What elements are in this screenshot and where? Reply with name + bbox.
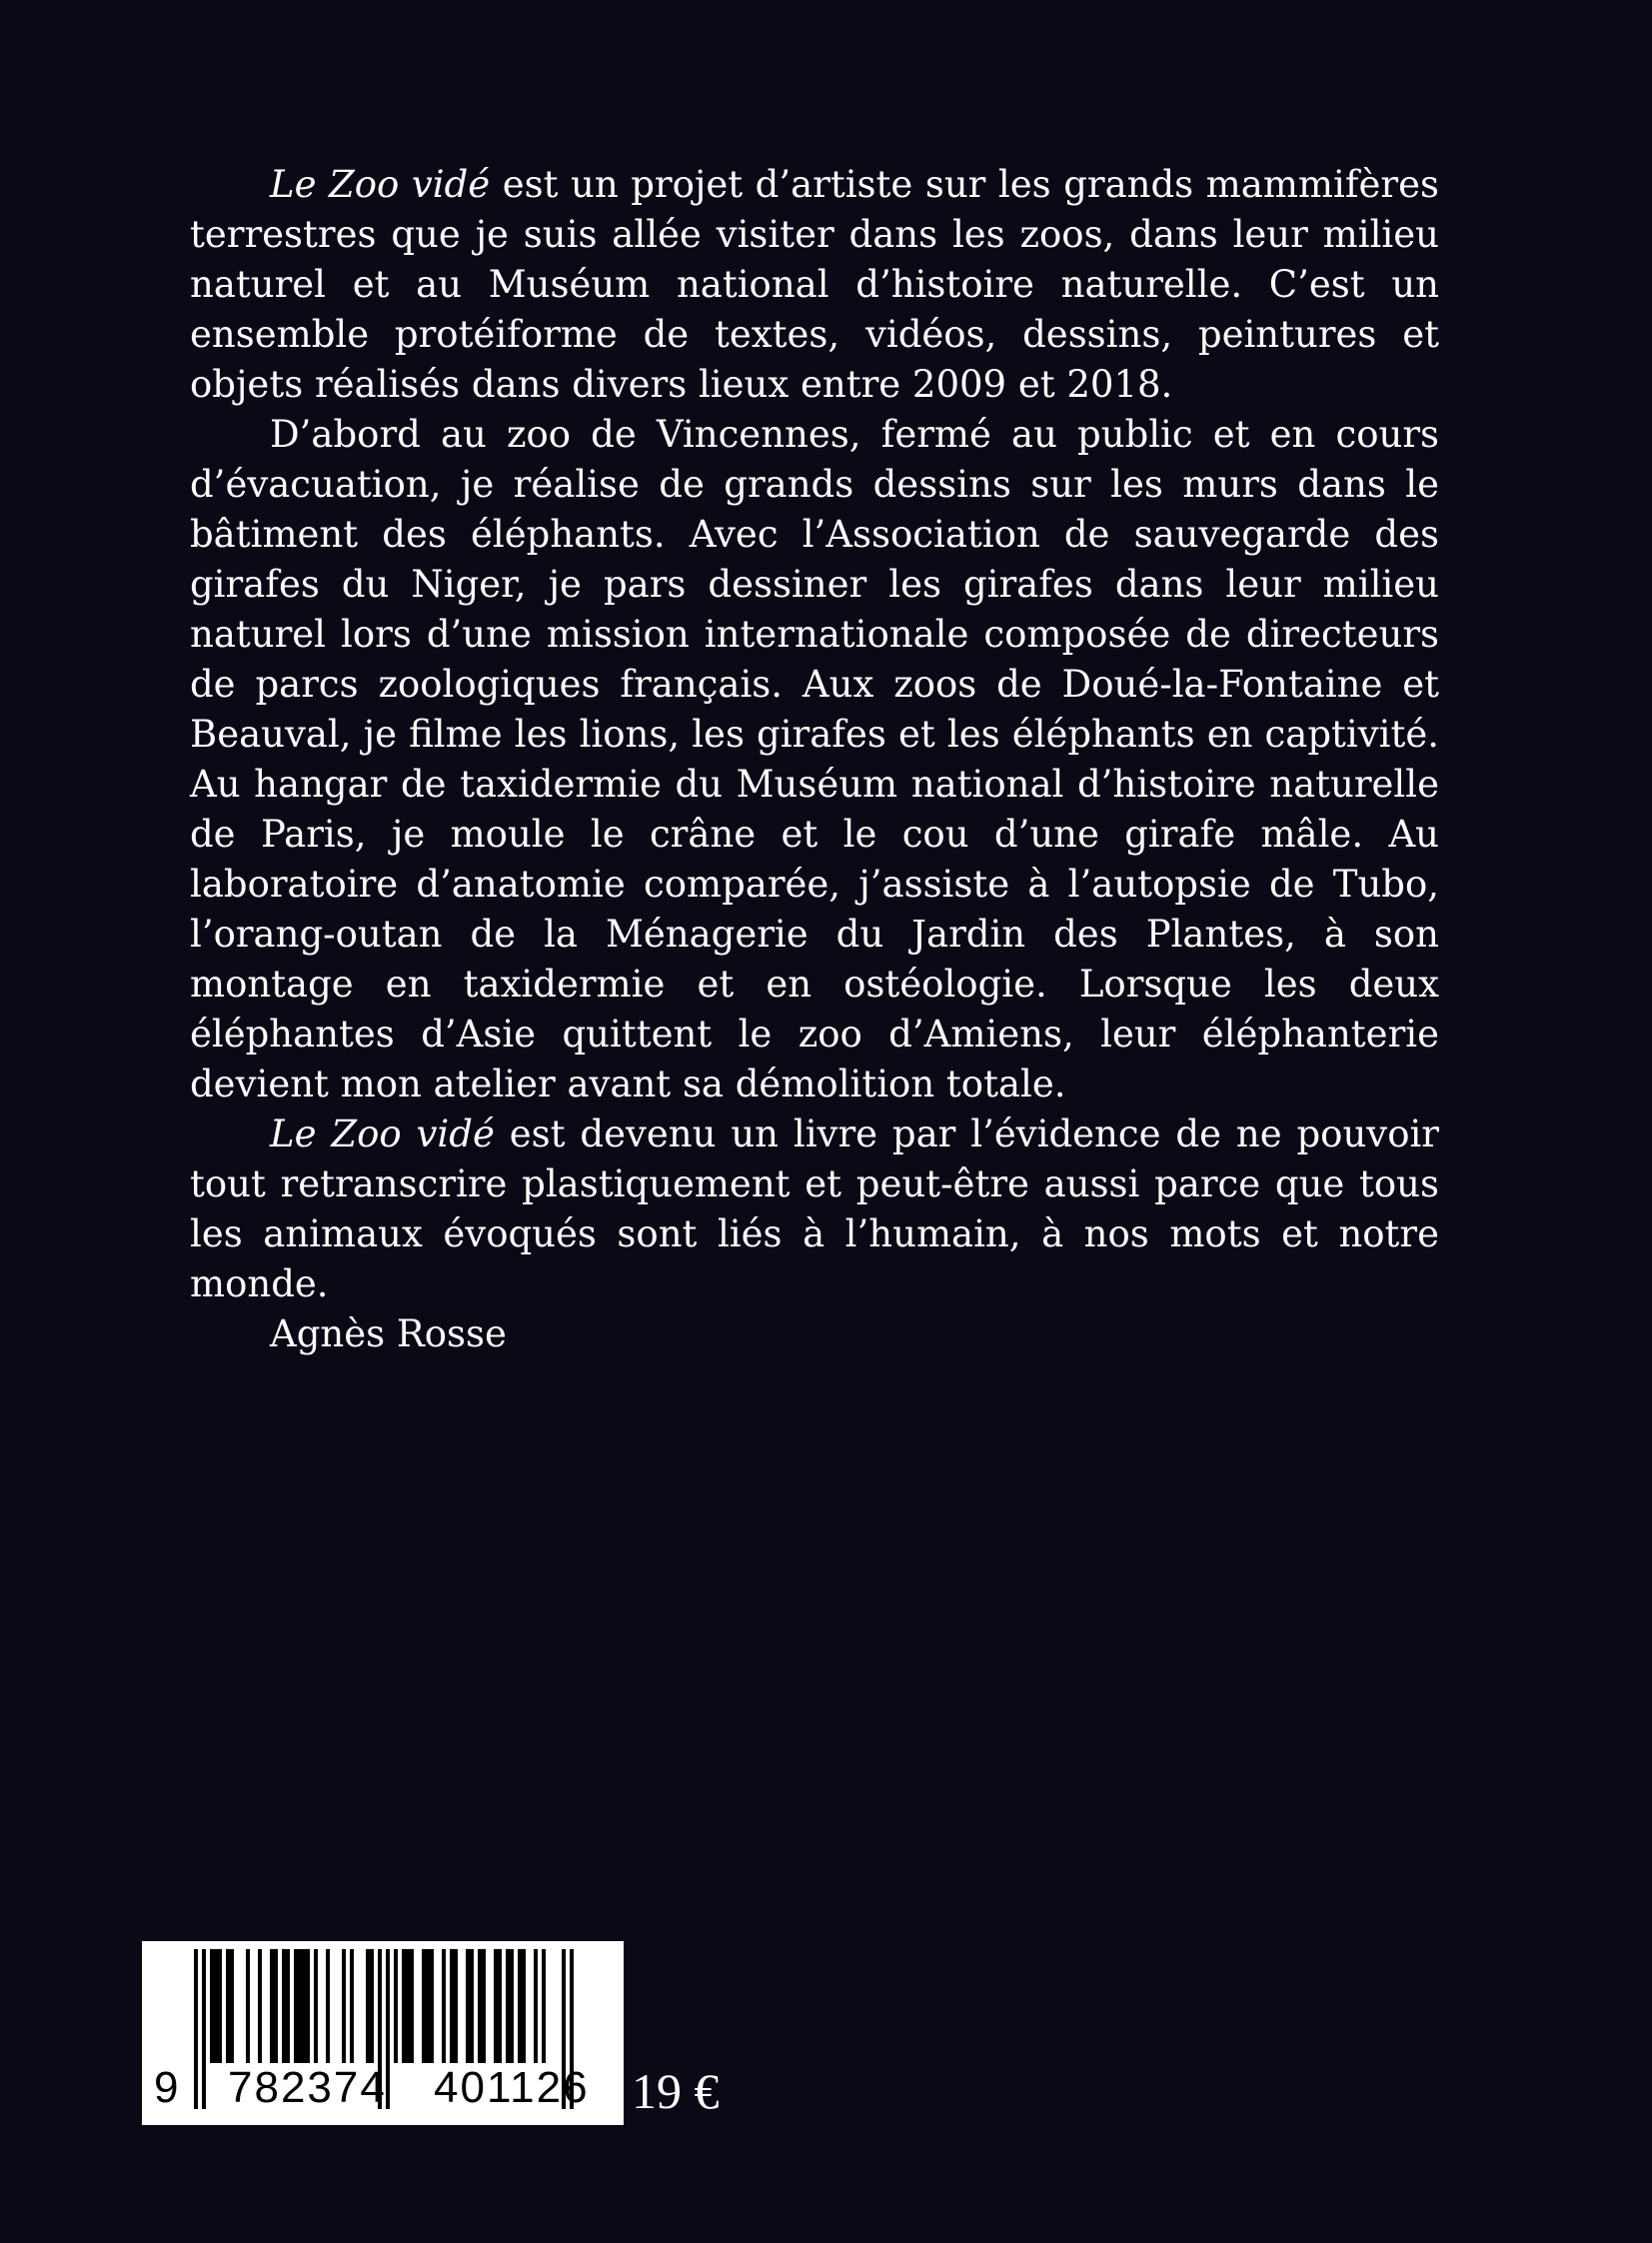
barcode-bar <box>226 1949 230 2063</box>
barcode-bar <box>430 1949 434 2063</box>
paragraph-2: D’abord au zoo de Vincennes, fermé au public et en cours d’évacuation, je réalise de grands dessins sur les murs dans le bâtiment des éléphants. Avec l’Association de sauvegarde des girafes du Niger, je pars dessiner les girafes dans leur milieu naturel lors d’une mission internationale composée de directeurs de parcs zoologiques français. Aux zoos de Doué-la-Fontaine et Beauval, je filme les lions, les girafes et les éléphants en captivité. Au hangar de taxidermie du Muséum national d’histoire naturelle de Paris, je moule le crâne et le cou d’une girafe mâle. Au laboratoire d’anatomie comparée, j’assiste à l’autopsie de Tubo, l’orang-outan de la Ménagerie du Jardin des Plantes, à son montage en taxidermie et en ostéologie. Lorsque les deux éléphantes d’Asie quittent le zoo d’Amiens, leur éléphanterie devient mon atelier avant sa démolition totale. <box>190 413 1439 1106</box>
barcode-bar <box>410 1949 414 2063</box>
barcode-bar <box>394 1949 398 2063</box>
book-title-italic: Le Zoo vidé <box>270 1113 495 1155</box>
barcode-bar <box>298 1949 302 2063</box>
barcode-bar <box>258 1949 262 2063</box>
paragraph-1 <box>190 160 1439 410</box>
barcode-bar <box>454 1949 458 2063</box>
book-title-italic: Le Zoo vidé <box>270 163 491 206</box>
isbn-barcode <box>142 1941 624 2125</box>
barcode-bar <box>366 1949 370 2063</box>
paragraph-1-text: est un projet d’artiste sur les grands mammifères terrestres que je suis allée visiter dans les zoos, dans leur milieu naturel et au Muséum national d’histoire naturelle. C’est un ensemble protéiforme de textes, vidéos, dessins, peintures et objets réalisés dans divers lieux entre 2009 et 2018. <box>190 163 1439 406</box>
barcode-bar <box>230 1949 234 2063</box>
barcode-digits <box>142 2063 624 2113</box>
barcode-bar <box>342 1949 346 2063</box>
paragraph-3 <box>190 1110 1439 1309</box>
barcode-digit-first: 9 <box>154 2063 179 2112</box>
barcode-bar <box>218 1949 222 2063</box>
barcode-bar <box>282 1949 286 2063</box>
barcode-bar <box>246 1949 250 2063</box>
barcode-bar <box>442 1949 446 2063</box>
barcode-bar <box>478 1949 482 2063</box>
barcode-bar <box>422 1949 426 2063</box>
barcode-bar <box>210 1949 214 2063</box>
barcode-bar <box>466 1949 470 2063</box>
barcode-digits-right: 401126 <box>434 2063 590 2112</box>
barcode-bar <box>326 1949 330 2063</box>
back-cover-text <box>190 160 1439 1359</box>
barcode-digits-left: 782374 <box>228 2063 387 2112</box>
barcode-bar <box>482 1949 486 2063</box>
barcode-bar <box>402 1949 406 2063</box>
barcode-bar <box>270 1949 274 2063</box>
barcode-bar <box>510 1949 514 2063</box>
barcode-bar <box>274 1949 278 2063</box>
barcode-bar <box>518 1949 522 2063</box>
barcode-bar <box>294 1949 298 2063</box>
barcode-bar <box>306 1949 310 2063</box>
barcode-bar <box>542 1949 546 2063</box>
barcode-bar <box>350 1949 354 2063</box>
barcode-bar <box>534 1949 538 2063</box>
price-label: 19 € <box>632 2063 720 2119</box>
barcode-bar <box>286 1949 290 2063</box>
barcode-bar <box>370 1949 374 2063</box>
barcode-bar <box>470 1949 474 2063</box>
barcode-bar <box>302 1949 306 2063</box>
barcode-bar <box>426 1949 430 2063</box>
barcode-bar <box>314 1949 318 2063</box>
barcode-bar <box>498 1949 502 2063</box>
paragraph-3-text: est devenu un livre par l’évidence de ne pouvoir tout retranscrire plastiquement et peut-être aussi parce que tous les animaux évoqués sont liés à l’humain, à nos mots et notre monde. <box>190 1113 1439 1305</box>
barcode-bar <box>406 1949 410 2063</box>
barcode-bar <box>522 1949 526 2063</box>
barcode-bar <box>214 1949 218 2063</box>
author-signature: Agnès Rosse <box>270 1312 507 1355</box>
barcode-bar <box>506 1949 510 2063</box>
barcode-bar <box>494 1949 498 2063</box>
barcode-bar <box>450 1949 454 2063</box>
